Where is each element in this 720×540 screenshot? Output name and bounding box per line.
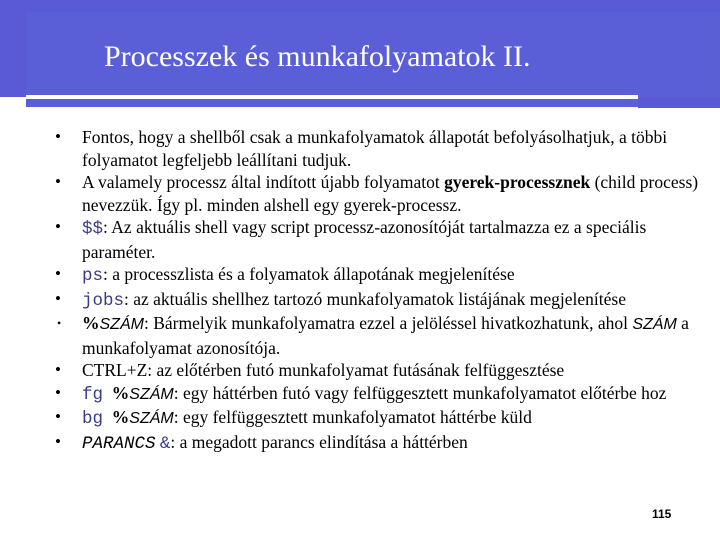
item-text: A valamely processz által indított újabb folyamatot [82, 172, 445, 192]
item-code: $$ [82, 219, 104, 239]
header-right-band [638, 97, 720, 108]
bullet-icon: • [55, 288, 61, 308]
item-text: : a processzlista és a folyamatok állapotának megjelenítése [103, 264, 515, 284]
item-code: & [159, 433, 171, 454]
item-text: CTRL+Z: az előtérben futó munkafolyamat futásának felfüggesztése [82, 360, 565, 380]
list-item [52, 431, 712, 456]
item-param: SZÁM [632, 316, 677, 333]
item-param: SZÁM [99, 316, 144, 333]
item-text: a munkafolyamat azonosítója. [82, 313, 689, 358]
list-item [52, 171, 712, 216]
item-param: SZÁM [129, 410, 174, 427]
page-number: 115 [652, 507, 672, 521]
slide-title: Processzek és munkafolyamatok II. [104, 40, 531, 73]
bullet-icon: • [55, 264, 61, 283]
item-code: ps [82, 266, 104, 286]
item-text: : Bármelyik munkafolyamatra ezzel a jelöléssel hivatkozhatunk, ahol [143, 313, 633, 333]
list-item [52, 312, 712, 359]
list-item [52, 359, 712, 382]
item-text: : egy felfüggesztett munkafolyamatot háttérbe küld [173, 407, 532, 427]
item-code: fg [82, 384, 104, 405]
item-code: bg [82, 409, 104, 429]
title-underline [26, 95, 638, 99]
bullet-icon: • [57, 316, 62, 330]
item-text: : Az aktuális shell vagy script processz-azonosítóját tartalmazza ez a speciális paraméter. [82, 217, 647, 262]
list-item [52, 216, 712, 263]
list-item [52, 263, 712, 288]
bullet-list [52, 126, 712, 455]
item-text: (child process) nevezzük. Így pl. minden alshell egy gyerek-processz. [82, 172, 699, 215]
bullet-icon: • [55, 431, 61, 451]
item-percent: % [111, 407, 130, 427]
list-item [52, 126, 712, 171]
list-item [52, 382, 712, 407]
item-text: : az aktuális shellhez tartozó munkafolyamatok listájának megjelenítése [124, 288, 626, 309]
item-command: PARANCS [82, 433, 156, 454]
item-term: gyerek-processznek [444, 172, 591, 192]
bullet-icon: • [55, 360, 61, 379]
bullet-icon: • [55, 217, 61, 236]
bullet-icon: • [55, 382, 61, 402]
bullet-icon: • [55, 127, 61, 146]
bullet-icon: • [55, 172, 61, 191]
item-code: jobs [82, 290, 125, 311]
item-text: : egy háttérben futó vagy felfüggesztett munkafolyamatot előtérbe hoz [173, 382, 667, 403]
list-item [52, 288, 712, 313]
list-item [52, 406, 712, 431]
item-param: SZÁM [129, 385, 174, 403]
bullet-icon: • [55, 407, 61, 426]
slide-header [0, 0, 720, 108]
item-text: Fontos, hogy a shellből csak a munkafolyamatok állapotát befolyásolhatjuk, a többi folyamatot legfeljebb leállítani tudjuk. [82, 127, 668, 170]
item-percent: % [111, 382, 130, 403]
item-text: : a megadott parancs elindítása a háttérben [170, 431, 468, 452]
item-percent: % [82, 313, 100, 333]
